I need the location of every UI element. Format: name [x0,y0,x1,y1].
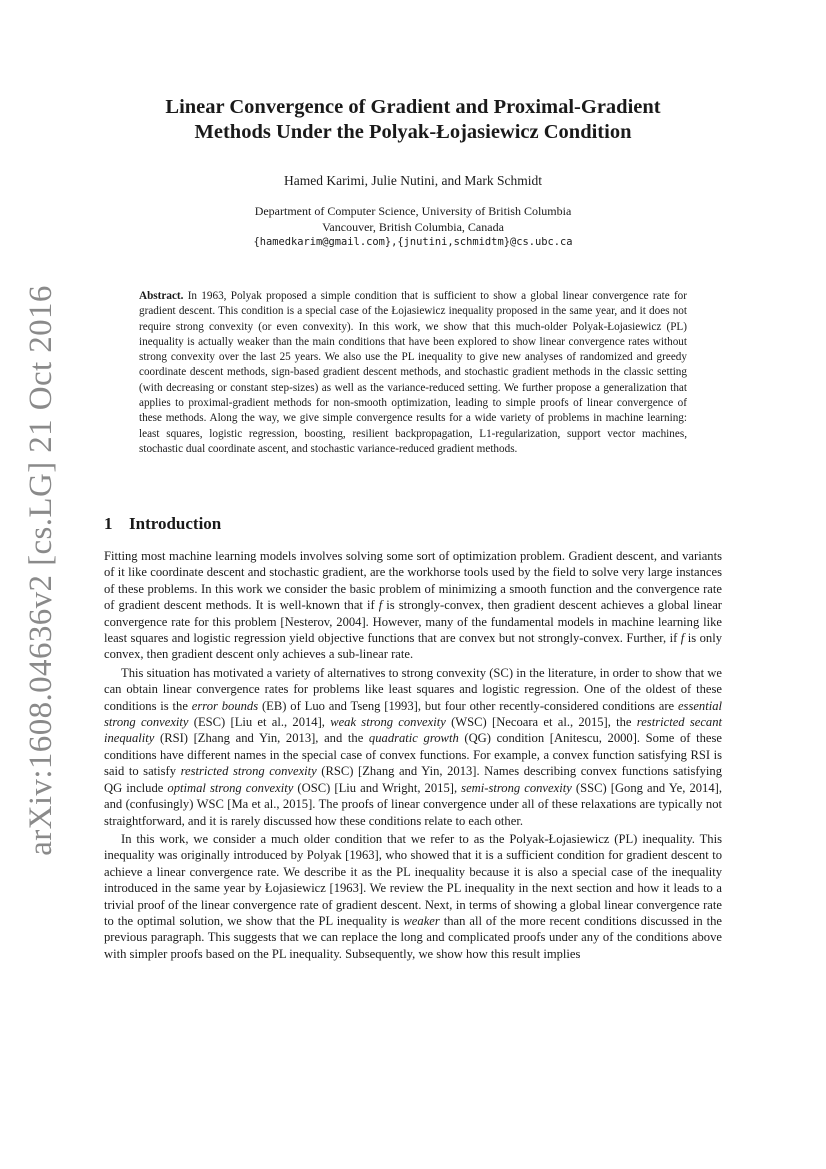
paper-title [104,95,722,145]
italic-term: restricted strong convexity [180,764,317,779]
text-run: This situation has motivated a variety of alternatives to strong convexity (SC) in the literature, in order to show that we can obtain linear convergence rates for problems like least squares and logistic regression. One of the oldest of these conditions is the [104,665,722,713]
italic-term: semi-strong convexity [461,780,572,795]
arxiv-identifier-stamp [18,284,64,856]
introduction-body [104,548,722,962]
title-line-1: Linear Convergence of Gradient and Proximal-Gradient [165,96,661,118]
affiliation-block [104,204,722,251]
text-run: (EB) of Luo and Tseng [1993], but four other recently-considered conditions are [258,698,678,713]
text-run: (SSC) [Gong and Ye, 2014], and (confusingly) WSC [Ma et al., 2015]. The proofs of linear convergence under all of these relaxations are typically not straightforward, and it is rarely discussed how these conditions relate to each other. [104,780,722,828]
paragraph-3 [104,831,722,962]
italic-term: weaker [403,913,440,928]
title-line-2: Methods Under the Polyak-Łojasiewicz Condition [194,121,632,143]
text-run: than all of the more recent conditions discussed in the previous paragraph. This suggests that we can replace the long and complicated proofs under any of the conditions above with simpler proofs based on the PL inequality. Subsequently, we show how this result implies [104,913,723,961]
italic-term: optimal strong convexity [167,780,294,795]
text-run: is only convex, then gradient descent only achieves a sub-linear rate. [104,631,722,662]
arxiv-identifier-text: arXiv:1608.04636v2 [cs.LG] 21 Oct 2016 [22,284,59,856]
italic-term: restricted secant inequality [104,715,723,746]
italic-term: error bounds [191,698,259,713]
italic-term: essential strong convexity [104,698,723,730]
text-run: (QG) condition [Anitescu, 2000]. Some of these conditions have different names in the special case of convex functions. For example, a convex function satisfying RSI is said to satisfy [104,731,722,779]
affiliation-location: Vancouver, British Columbia, Canada [322,219,504,234]
paragraph-2 [104,665,722,829]
section-heading-introduction [104,514,221,534]
text-run: is strongly-convex, then gradient descent achieves a global linear convergence rate for this problem [Nesterov, 2004]. However, many of the fundamental models in machine learning like least squares and logistic regression yield objective functions that are convex but not strongly-convex. Further, if [104,598,722,646]
math-symbol-f: f [680,631,685,646]
abstract-label: Abstract. [139,290,184,302]
italic-term: weak strong convexity [330,715,446,730]
abstract [139,289,687,457]
text-run: (WSC) [Necoara et al., 2015], the [445,715,637,730]
math-symbol-f: f [378,598,383,613]
author-emails: {hamedkarim@gmail.com},{jnutini,schmidtm}@cs.ubc.ca [253,236,573,248]
paragraph-1 [104,548,722,663]
text-run: (RSI) [Zhang and Yin, 2013], and the [154,731,369,746]
text-run: (OSC) [Liu and Wright, 2015], [293,780,462,795]
text-run: (RSC) [Zhang and Yin, 2013]. Names describing convex functions satisfying QG include [104,764,722,795]
text-run: Fitting most machine learning models involves solving some sort of optimization problem. Gradient descent, and variants of it like coordinate descent and stochastic gradient, are the workhorse tools used by the field to solve very large instances of these problems. In this work we consider the basic problem of minimizing a smooth function and the convergence rate of gradient descent methods. It is well-known that if [104,549,722,613]
author-list: Hamed Karimi, Julie Nutini, and Mark Schmidt [284,173,542,188]
text-run: (ESC) [Liu et al., 2014], [188,715,331,730]
section-title-text: Introduction [129,514,222,533]
italic-term: quadratic growth [368,731,459,746]
affiliation-department: Department of Computer Science, University of British Columbia [254,204,572,218]
abstract-text: In 1963, Polyak proposed a simple condition that is sufficient to show a global linear convergence rate for gradient descent. This condition is a special case of the Łojasiewicz inequality proposed in the same year, and it does not require strong convexity (or even convexity). In this work, we show that this much-older Polyak-Łojasiewicz (PL) inequality is actually weaker than the main conditions that have been explored to show linear convergence rates without strong convexity over the last 25 years. We also use the PL inequality to give new analyses of randomized and greedy coordinate descent methods, sign-based gradient descent methods, and stochastic gradient methods in the classic setting (with decreasing or constant step-sizes) as well as the variance-reduced setting. We further propose a generalization that applies to proximal-gradient methods for non-smooth optimization, leading to simple proofs of linear convergence of these methods. Along the way, we give simple convergence results for a wide variety of problems in machine learning: least squares, logistic regression, boosting, resilient backpropagation, L1-regularization, support vector machines, stochastic dual coordinate ascent, and stochastic variance-reduced gradient methods. [139,290,687,455]
text-run: In this work, we consider a much older condition that we refer to as the Polyak-Łojasiewicz (PL) inequality. This inequality was originally introduced by Polyak [1963], who showed that it is a sufficient condition for gradient descent to achieve a linear convergence rate. We describe it as the PL inequality because it is also a special case of the inequality introduced in the same year by Łojasiewicz [1963]. We review the PL inequality in the next section and how it leads to a trivial proof of the linear convergence rate of gradient descent. Next, in terms of showing a global linear convergence rate to the optimal solution, we show that the PL inequality is [104,831,722,928]
section-number: 1 [104,514,113,533]
